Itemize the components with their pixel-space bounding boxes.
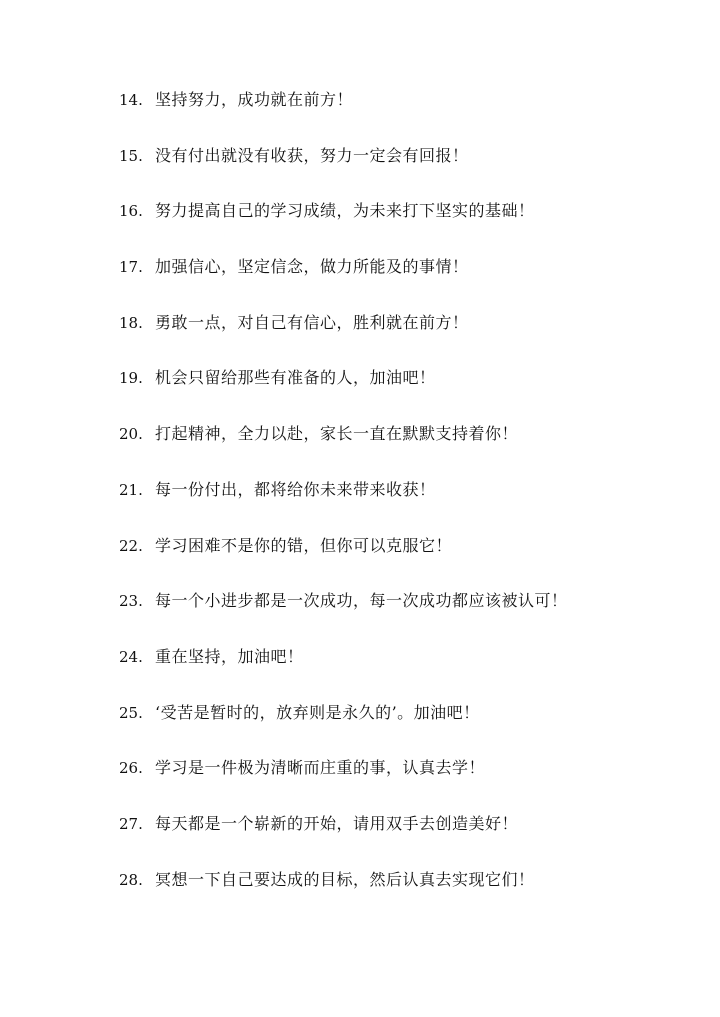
item-text: 打起精神，全力以赴，家长一直在默默支持着你！ bbox=[155, 424, 519, 444]
item-text: 每一份付出，都将给你未来带来收获！ bbox=[155, 479, 436, 499]
list-item bbox=[119, 754, 568, 810]
item-number: 24. bbox=[119, 647, 143, 666]
list-item bbox=[119, 643, 568, 699]
list-item bbox=[119, 420, 568, 476]
item-text: 学习困难不是你的错，但你可以克服它！ bbox=[155, 535, 453, 555]
item-text: 学习是一件极为清晰而庄重的事，认真去学！ bbox=[155, 758, 486, 778]
list-item bbox=[119, 253, 568, 309]
item-number: 26. bbox=[119, 759, 143, 778]
item-number: 27. bbox=[119, 814, 143, 833]
item-text: 冥想一下自己要达成的目标，然后认真去实现它们！ bbox=[155, 869, 535, 889]
item-number: 16. bbox=[119, 202, 143, 221]
item-number: 28. bbox=[119, 870, 143, 889]
list-item bbox=[119, 197, 568, 253]
item-number: 25. bbox=[119, 703, 143, 722]
item-text: 每天都是一个崭新的开始，请用双手去创造美好！ bbox=[155, 813, 519, 833]
item-number: 23. bbox=[119, 592, 143, 611]
item-number: 17. bbox=[119, 258, 143, 277]
item-number: 18. bbox=[119, 313, 143, 332]
item-number: 14. bbox=[119, 91, 143, 109]
item-text: 加强信心，坚定信念，做力所能及的事情！ bbox=[155, 257, 469, 277]
list-item bbox=[119, 810, 568, 866]
item-number: 22. bbox=[119, 536, 143, 555]
item-text: 机会只留给那些有准备的人，加油吧！ bbox=[155, 368, 436, 388]
item-text: ‘受苦是暂时的，放弃则是永久的’。加油吧！ bbox=[155, 702, 480, 722]
item-text: 努力提高自己的学习成绩，为未来打下坚实的基础！ bbox=[155, 201, 535, 221]
list-item bbox=[119, 309, 568, 365]
list-item bbox=[119, 532, 568, 588]
item-text: 坚持努力，成功就在前方！ bbox=[155, 90, 354, 109]
item-text: 重在坚持，加油吧！ bbox=[155, 646, 304, 666]
list-item bbox=[119, 476, 568, 532]
encouragement-list bbox=[119, 86, 568, 921]
item-text: 没有付出就没有收获，努力一定会有回报！ bbox=[155, 145, 469, 165]
list-item bbox=[119, 364, 568, 420]
item-text: 每一个小进步都是一次成功，每一次成功都应该被认可！ bbox=[155, 591, 568, 611]
item-text: 勇敢一点，对自己有信心，胜利就在前方！ bbox=[155, 312, 469, 332]
list-item bbox=[119, 699, 568, 755]
item-number: 21. bbox=[119, 480, 143, 499]
item-number: 15. bbox=[119, 146, 143, 165]
list-item bbox=[119, 142, 568, 198]
list-item bbox=[119, 866, 568, 922]
item-number: 20. bbox=[119, 425, 143, 444]
list-item bbox=[119, 587, 568, 643]
item-number: 19. bbox=[119, 369, 143, 388]
list-item bbox=[119, 86, 568, 142]
